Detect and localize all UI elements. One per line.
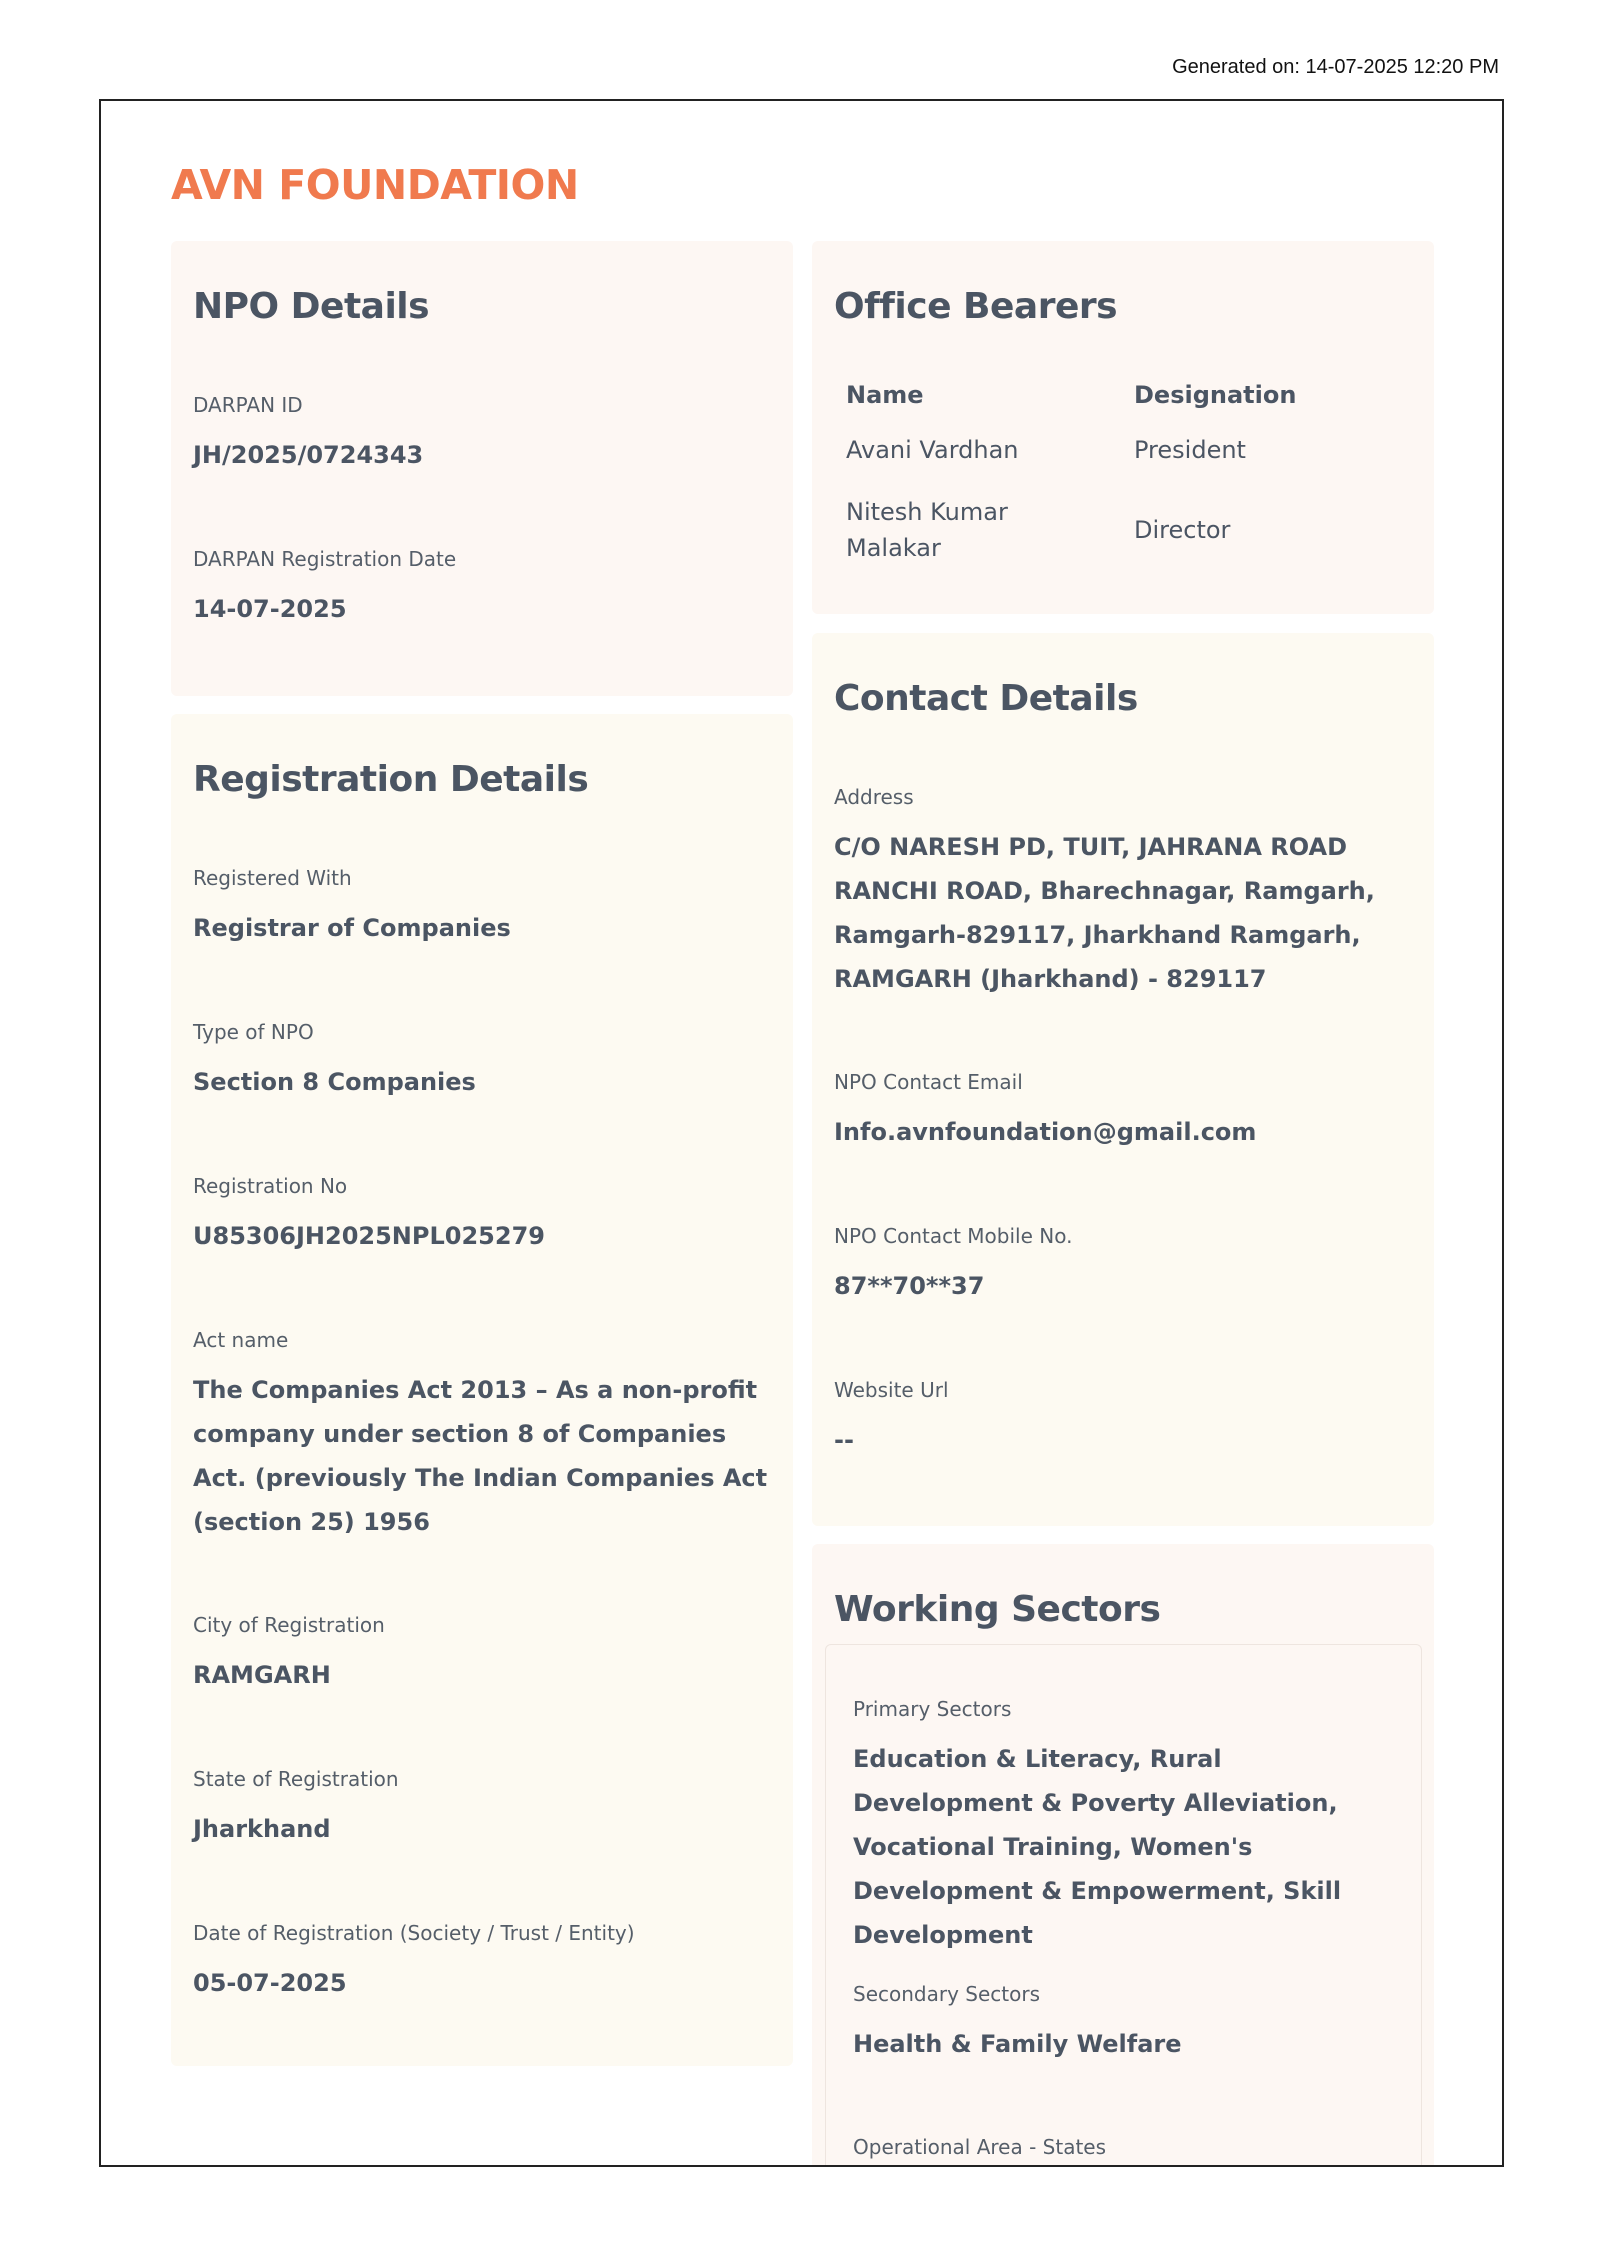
registered-with-field bbox=[193, 864, 773, 950]
registration-details-title: Registration Details bbox=[193, 759, 589, 800]
column-header-name: Name bbox=[846, 381, 924, 409]
contact-email-label: NPO Contact Email bbox=[834, 1070, 1023, 1094]
registration-city-value: RAMGARH bbox=[193, 1661, 331, 1689]
table-header-row bbox=[846, 371, 1406, 419]
column-header-designation: Designation bbox=[1134, 381, 1297, 409]
document-frame bbox=[99, 99, 1504, 2167]
operational-area-label: Operational Area - States bbox=[853, 2135, 1107, 2159]
registration-no-label: Registration No bbox=[193, 1174, 348, 1198]
office-bearers-card bbox=[812, 241, 1434, 614]
secondary-sectors-label: Secondary Sectors bbox=[853, 1982, 1040, 2006]
darpan-id-label: DARPAN ID bbox=[193, 393, 303, 417]
registered-with-label: Registered With bbox=[193, 866, 352, 890]
bearer-name: Avani Vardhan bbox=[846, 436, 1019, 464]
generated-timestamp: Generated on: 14-07-2025 12:20 PM bbox=[1172, 56, 1499, 78]
darpan-date-label: DARPAN Registration Date bbox=[193, 547, 457, 571]
registration-date-value: 05-07-2025 bbox=[193, 1969, 347, 1997]
registration-date-label: Date of Registration (Society / Trust / Entity) bbox=[193, 1921, 635, 1945]
act-name-value: The Companies Act 2013 – As a non-profit company under section 8 of Companies Act. (previously The Indian Companies Act (section 25) 1956 bbox=[193, 1376, 768, 1536]
operational-area-field bbox=[853, 2133, 1393, 2161]
npo-type-label: Type of NPO bbox=[193, 1020, 314, 1044]
registration-state-label: State of Registration bbox=[193, 1767, 399, 1791]
working-sectors-card bbox=[812, 1544, 1434, 2167]
office-bearers-table bbox=[846, 371, 1406, 579]
website-label: Website Url bbox=[834, 1378, 949, 1402]
darpan-id-field bbox=[193, 391, 773, 477]
secondary-sectors-field bbox=[853, 1980, 1393, 2066]
contact-email-field bbox=[834, 1068, 1414, 1154]
primary-sectors-field bbox=[853, 1695, 1393, 1957]
bearer-designation: Director bbox=[1134, 516, 1231, 544]
bearer-designation: President bbox=[1134, 436, 1246, 464]
contact-details-title: Contact Details bbox=[834, 678, 1138, 719]
working-sectors-title: Working Sectors bbox=[834, 1589, 1161, 1630]
registration-no-value: U85306JH2025NPL025279 bbox=[193, 1222, 545, 1250]
contact-mobile-label: NPO Contact Mobile No. bbox=[834, 1224, 1073, 1248]
contact-mobile-value: 87**70**37 bbox=[834, 1272, 985, 1300]
registration-details-card bbox=[171, 714, 793, 2066]
address-value: C/O NARESH PD, TUIT, JAHRANA ROAD RANCHI ROAD, Bharechnagar, Ramgarh, Ramgarh-829117, Jharkhand Ramgarh, RAMGARH (Jharkhand) - 829117 bbox=[834, 833, 1375, 993]
sectors-panel bbox=[825, 1644, 1422, 2167]
npo-type-value: Section 8 Companies bbox=[193, 1068, 476, 1096]
registration-state-value: Jharkhand bbox=[193, 1815, 331, 1843]
contact-mobile-field bbox=[834, 1222, 1414, 1308]
table-row bbox=[846, 419, 1406, 481]
npo-type-field bbox=[193, 1018, 773, 1104]
office-bearers-title: Office Bearers bbox=[834, 286, 1118, 327]
primary-sectors-value: Education & Literacy, Rural Development & Poverty Alleviation, Vocational Training, Women's Development & Empowerment, Skill Development bbox=[853, 1745, 1342, 1949]
website-value: -- bbox=[834, 1426, 854, 1454]
table-row bbox=[846, 481, 1406, 579]
registration-city-label: City of Registration bbox=[193, 1613, 385, 1637]
registration-date-field bbox=[193, 1919, 773, 2005]
website-field bbox=[834, 1376, 1414, 1462]
darpan-date-value: 14-07-2025 bbox=[193, 595, 347, 623]
npo-details-title: NPO Details bbox=[193, 286, 430, 327]
address-label: Address bbox=[834, 785, 914, 809]
org-name: AVN FOUNDATION bbox=[171, 161, 579, 209]
act-name-field bbox=[193, 1326, 773, 1544]
bearer-name: Nitesh Kumar Malakar bbox=[846, 498, 1008, 562]
npo-details-card bbox=[171, 241, 793, 696]
registration-city-field bbox=[193, 1611, 773, 1697]
act-name-label: Act name bbox=[193, 1328, 289, 1352]
contact-email-value: Info.avnfoundation@gmail.com bbox=[834, 1118, 1257, 1146]
registration-no-field bbox=[193, 1172, 773, 1258]
registered-with-value: Registrar of Companies bbox=[193, 914, 511, 942]
registration-state-field bbox=[193, 1765, 773, 1851]
address-field bbox=[834, 783, 1414, 1001]
secondary-sectors-value: Health & Family Welfare bbox=[853, 2030, 1182, 2058]
darpan-id-value: JH/2025/0724343 bbox=[193, 441, 424, 469]
primary-sectors-label: Primary Sectors bbox=[853, 1697, 1012, 1721]
darpan-date-field bbox=[193, 545, 773, 631]
contact-details-card bbox=[812, 633, 1434, 1526]
